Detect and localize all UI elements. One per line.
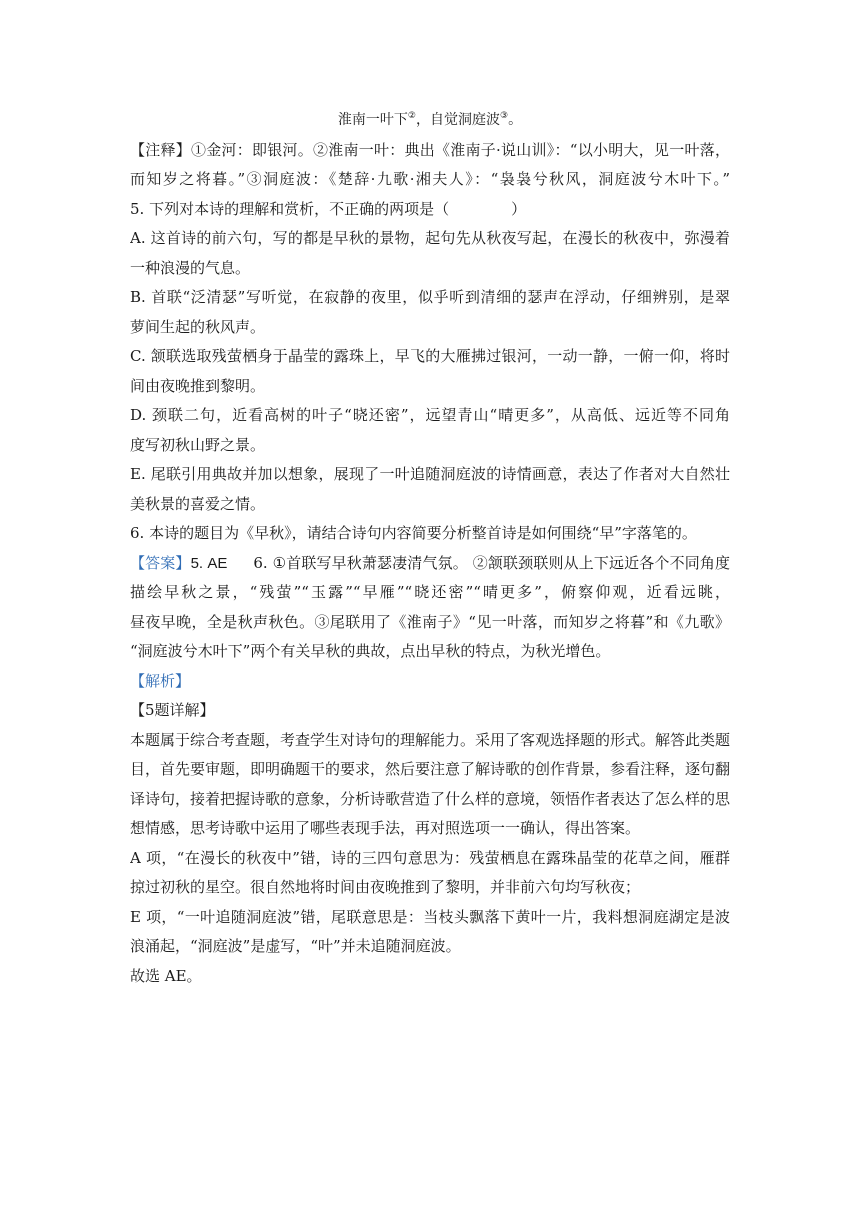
option-d-line: D. 颈联二句，近看高树的叶子“晓还密”，远望青山“晴更多”，从高低、远近等不同角 (130, 406, 730, 424)
analysis-paragraph-line: 目，首先要审题，即明确题干的要求，然后要注意了解诗歌的创作背景，参看注释，逐句翻 (130, 760, 730, 778)
notes-line: 【注释】①金河：即银河。②淮南一叶：典出《淮南子·说山训》：“以小明大，见一叶落， (130, 140, 730, 159)
option-b-line: B. 首联“泛清瑟”写听觉，在寂静的夜里，似乎听到清细的瑟声在浮动，仔细辨别，是翠 (130, 288, 730, 306)
option-c-line: C. 颔联选取残萤栖身于晶莹的露珠上，早飞的大雁拂过银河，一动一静，一俯一仰，将时 (130, 347, 730, 365)
question-5-detail-heading: 【5题详解】 (130, 701, 215, 719)
poem-end: 。 (508, 112, 523, 128)
question-5-close: ） (511, 199, 527, 218)
question-6: 6. 本诗的题目为《早秋》，请结合诗句内容简要分析整首诗是如何围绕“早”字落笔的。 (130, 524, 697, 542)
option-e-line: 美秋景的喜爱之情。 (130, 494, 266, 513)
option-d-line: 度写初秋山野之景。 (130, 435, 266, 454)
option-a-line: 一种浪漫的气息。 (130, 258, 251, 277)
document-body (130, 106, 730, 991)
answer-line: 描绘早秋之景，“残萤”“玉露”“早雁”“晓还密”“晴更多”，俯察仰观，近看远眺， (130, 583, 730, 601)
question-5-text: 5. 下列对本诗的理解和赏析，不正确的两项是（ (130, 199, 450, 218)
analysis-paragraph-line: 本题属于综合考查题，考查学生对诗句的理解能力。采用了客观选择题的形式。解答此类题 (130, 730, 730, 749)
answer-line: 昼夜早晚，全是秋声秋色。③尾联用了《淮南子》“见一叶落，而知岁之将暮”和《九歌》 (130, 612, 730, 631)
answer-line (130, 549, 730, 579)
footnote-marker: ③ (500, 111, 509, 121)
poem-line-b: 自觉洞庭波 (430, 112, 500, 128)
option-b-line: 萝间生起的秋风声。 (130, 317, 266, 336)
footnote-marker: ② (407, 111, 416, 121)
option-a-analysis-line: A 项，“在漫长的秋夜中”错，诗的三四句意思为：残萤栖息在露珠晶莹的花草之间，雁群 (130, 848, 730, 867)
poem-couplet (130, 106, 730, 136)
option-a-line: A. 这首诗的前六句，写的都是早秋的景物，起句先从秋夜写起，在漫长的秋夜中，弥漫着 (130, 229, 730, 247)
answer-line: “洞庭波兮木叶下”两个有关早秋的典故，点出早秋的特点，为秋光增色。 (130, 642, 611, 660)
option-e-line: E. 尾联引用典故并加以想象，展现了一叶追随洞庭波的诗情画意，表达了作者对大自然壮 (130, 465, 730, 483)
poem-line-a: 淮南一叶下 (337, 112, 408, 128)
option-e-analysis-line: 浪涌起，“洞庭波”是虚写，“叶”并未追随洞庭波。 (130, 937, 461, 955)
notes-line: 而知岁之将暮。”③洞庭波：《楚辞·九歌·湘夫人》：“袅袅兮秋风，洞庭波兮木叶下。” (130, 170, 730, 188)
poem-separator: ， (416, 112, 430, 128)
analysis-conclusion: 故选 AE。 (130, 966, 202, 985)
option-c-line: 间由夜晚推到黎明。 (130, 376, 266, 395)
answer-6-start: 6. ①首联写早秋萧瑟凄清气氛。 ②颔联颈联则从上下远近各个不同角度 (253, 553, 730, 572)
option-e-analysis-line: E 项，“一叶追随洞庭波”错，尾联意思是：当枝头飘落下黄叶一片，我料想洞庭湖定是波 (130, 907, 730, 926)
answer-tag: 【答案】 (130, 553, 191, 572)
question-5-stem (130, 195, 730, 225)
option-a-analysis-line: 掠过初秋的星空。很自然地将时间由夜晚推到了黎明，并非前六句均写秋夜； (130, 878, 641, 896)
analysis-paragraph-line: 想情感，思考诗歌中运用了哪些表现手法，再对照选项一一确认，得出答案。 (130, 819, 641, 837)
analysis-paragraph-line: 译诗句，接着把握诗歌的意象，分析诗歌营造了什么样的意境，领悟作者表达了怎么样的思 (130, 789, 730, 808)
analysis-tag: 【解析】 (130, 671, 191, 690)
answer-5: 5. AE (190, 554, 228, 572)
